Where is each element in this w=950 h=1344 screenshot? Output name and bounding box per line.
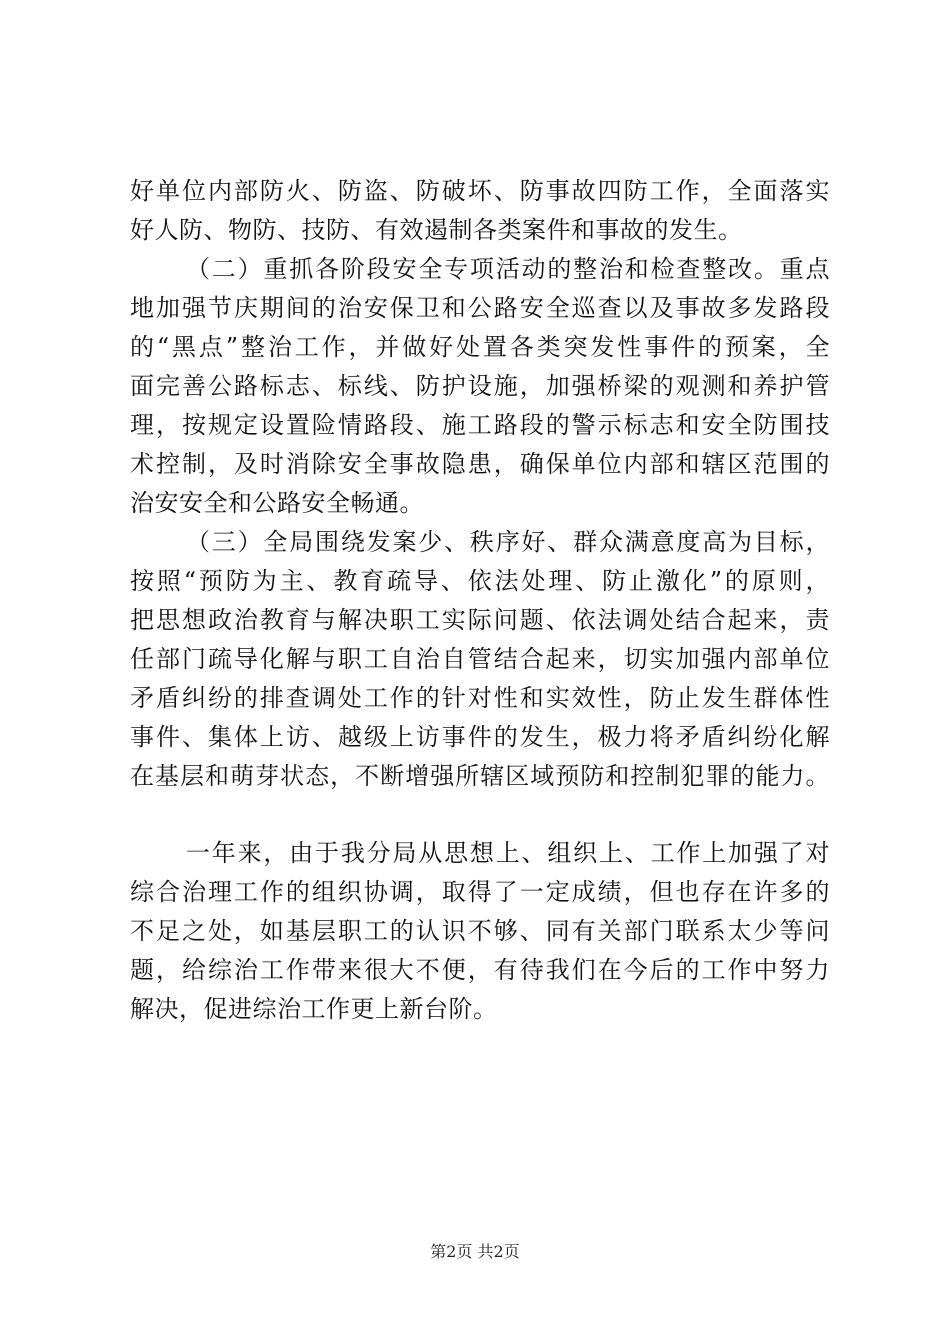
text-line: 按照“预防为主、教育疏导、依法处理、防止激化”的原则， xyxy=(130,567,830,595)
text-line: 理，按规定设置险情路段、施工路段的警示标志和安全防围技 xyxy=(130,411,830,439)
text-line: 综合治理工作的组织协调，取得了一定成绩，但也存在许多的 xyxy=(130,878,830,906)
page-number: 第2页 共2页 xyxy=(430,1242,520,1261)
text-line: 把思想政治教育与解决职工实际问题、依法调处结合起来，责 xyxy=(130,606,830,634)
text-line: 不足之处，如基层职工的认识不够、同有关部门联系太少等问 xyxy=(130,917,830,945)
text-line: 事件、集体上访、越级上访事件的发生，极力将矛盾纠纷化解 xyxy=(130,723,830,751)
text-line: （三）全局围绕发案少、秩序好、群众满意度高为目标， xyxy=(186,528,830,556)
text-line: 术控制，及时消除安全事故隐患，确保单位内部和辖区范围的 xyxy=(130,450,830,478)
text-line: 的“黑点”整治工作，并做好处置各类突发性事件的预案，全 xyxy=(130,333,830,361)
text-line: 在基层和萌芽状态，不断增强所辖区域预防和控制犯罪的能力。 xyxy=(130,762,830,790)
text-line: 解决，促进综治工作更上新台阶。 xyxy=(130,995,498,1023)
text-line: 矛盾纠纷的排查调处工作的针对性和实效性，防止发生群体性 xyxy=(130,684,830,712)
text-line: 好单位内部防火、防盗、防破坏、防事故四防工作，全面落实 xyxy=(130,177,830,205)
text-line: 题，给综治工作带来很大不便，有待我们在今后的工作中努力 xyxy=(130,956,830,984)
document-body xyxy=(130,172,830,1029)
text-line: 好人防、物防、技防、有效遏制各类案件和事故的发生。 xyxy=(130,216,743,244)
text-line: 地加强节庆期间的治安保卫和公路安全巡查以及事故多发路段 xyxy=(130,294,830,322)
text-line: 面完善公路标志、标线、防护设施，加强桥梁的观测和养护管 xyxy=(130,372,830,400)
text-line: 一年来，由于我分局从思想上、组织上、工作上加强了对 xyxy=(186,839,830,867)
text-line: 治安安全和公路安全畅通。 xyxy=(130,489,424,517)
paragraph-gap xyxy=(130,796,830,834)
text-line: 任部门疏导化解与职工自治自管结合起来，切实加强内部单位 xyxy=(130,645,830,673)
text-line: （二）重抓各阶段安全专项活动的整治和检查整改。重点 xyxy=(186,255,830,283)
